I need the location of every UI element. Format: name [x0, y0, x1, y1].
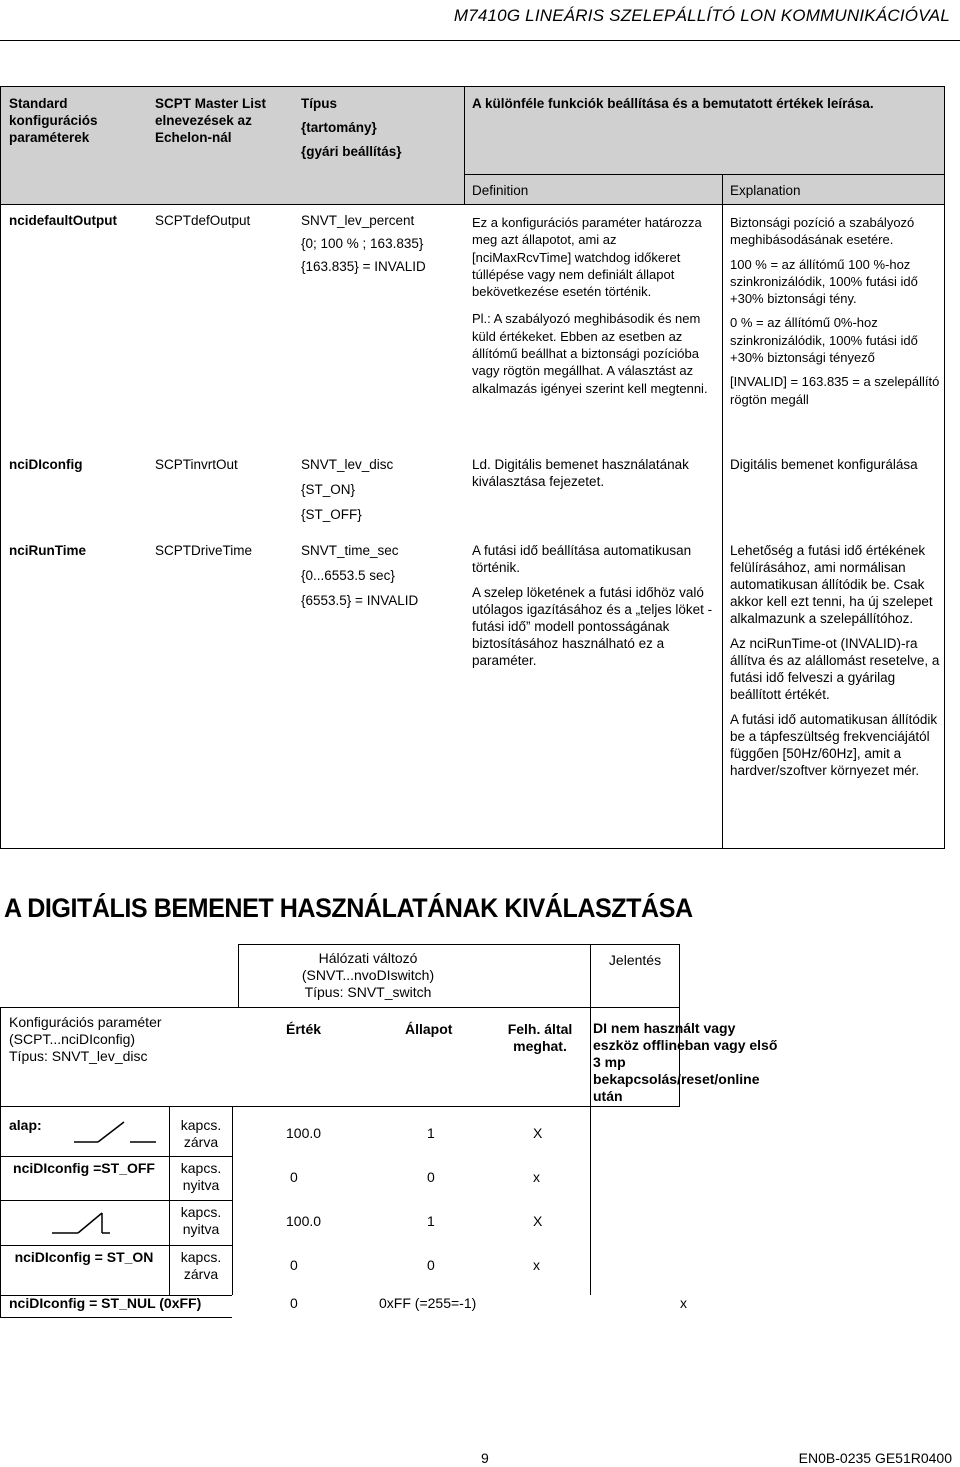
header-standard-params: Standard konfigurációs paraméterek [9, 96, 98, 145]
row3-definition [472, 542, 717, 675]
table-bottom-border [0, 848, 945, 849]
row1-type-line: {163.835} = INVALID [301, 259, 426, 274]
document-code: EN0B-0235 GE51R0400 [798, 1450, 952, 1466]
t2-line [590, 1007, 591, 1295]
row2-param: nciDIconfig [9, 457, 83, 472]
state-cell: 1 [427, 1213, 435, 1229]
t2-line [0, 1156, 232, 1157]
state-cell: 0 [427, 1169, 435, 1185]
st-nul-label [9, 1295, 201, 1312]
switch-state-line: nyitva [182, 1221, 220, 1237]
subheader-line [464, 174, 945, 175]
row1-explanation [730, 214, 942, 414]
state-cell: 0 [427, 1257, 435, 1273]
row1-definition-para: Pl.: A szabályozó meghibásodik és nem küld értékeket. Ebben az esetben az állítómű beállhat a biztonsági pozícióba vagy rögtön megállhat. A választást az alkalmazás igényei szerint kell megtenni. [472, 311, 708, 396]
row3-type-line: {0...6553.5 sec} [301, 568, 395, 583]
di-not-used-header: DI nem használt vagy eszköz offlineban vagy első 3 mp bekapcsolás/reset/online után [593, 1020, 778, 1104]
user-defined-line: meghat. [513, 1038, 567, 1054]
switch-closed-symbol [74, 1118, 156, 1146]
row1-scpt: SCPTdefOutput [155, 213, 251, 228]
t2-line [0, 1007, 1, 1317]
def-expl-divider [722, 174, 723, 848]
switch-state-cell [170, 1204, 232, 1238]
switch-state-line: kapcs. [180, 1160, 222, 1176]
st-nul-value: 0 [290, 1295, 298, 1311]
row3-type-line: {6553.5} = INVALID [301, 593, 419, 608]
value-header: Érték [286, 1021, 322, 1037]
row3-explanation-para: Lehetőség a futási idő értékének felülírásához, ami normálisan automatikusan állítódik be. Csak akkor kell ezt tenni, ha új szelepet alkalmazunk a szelepállítóhoz. [730, 543, 933, 626]
network-variable-line: Típus: SNVT_switch [304, 984, 432, 1000]
user-cell: X [533, 1213, 543, 1229]
switch-state-line: kapcs. [180, 1249, 222, 1265]
row1-explanation-para: [INVALID] = 163.835 = a szelepállító rögtön megáll [730, 374, 940, 407]
row2-definition: Ld. Digitális bemenet használatának kiválasztása fejezetet. [472, 457, 689, 489]
header-type [301, 95, 461, 160]
row1-type-line: {0; 100 % ; 163.835} [301, 236, 424, 251]
user-defined-header [500, 1021, 580, 1055]
switch-state-line: nyitva [182, 1177, 220, 1193]
user-cell: x [533, 1169, 540, 1185]
user-defined-line: Felh. által [507, 1021, 573, 1037]
st-nul-state: 0xFF (=255=-1) [379, 1295, 477, 1311]
t2-line [238, 944, 680, 945]
row-alap-label: alap: [9, 1117, 42, 1133]
network-variable-line: Hálózati változó [318, 950, 418, 966]
header-scpt-master: SCPT Master List elnevezések az Echelon-nál [155, 96, 267, 145]
t2-line [0, 1200, 232, 1201]
state-header: Állapot [405, 1021, 453, 1037]
row1-type-line: SNVT_lev_percent [301, 213, 415, 228]
switch-open-symbol [52, 1207, 136, 1237]
st-nul-label-text: nciDIconfig = ST_NUL (0xFF) [9, 1295, 202, 1311]
value-cell: 0 [290, 1169, 298, 1185]
row-stoff-label: nciDIconfig =ST_OFF [13, 1160, 155, 1176]
meaning-header: Jelentés [608, 952, 662, 968]
header-rule [0, 40, 960, 41]
network-variable-header [238, 950, 498, 1001]
row2-type-line: {ST_ON} [301, 482, 356, 497]
row1-explanation-para: 100 % = az állítómű 100 %-hoz szinkronizálódik, 100% futási idő +30% biztonsági tény. [730, 256, 918, 307]
row-ston-label: nciDIconfig = ST_ON [14, 1249, 154, 1265]
t2-line [232, 1106, 233, 1295]
config-param-line: Konfigurációs paraméter [9, 1014, 162, 1030]
table-left-border [0, 86, 1, 848]
row3-param: nciRunTime [9, 543, 87, 558]
row2-type-line: SNVT_lev_disc [301, 457, 394, 472]
row1-explanation-para: 0 % = az állítómű 0%-hoz szinkronizálódik, 100% futási idő +30% biztonsági tényező [730, 315, 918, 366]
st-nul-di: x [680, 1295, 687, 1311]
row3-explanation-para: A futási idő automatikusan állítódik be a tápfeszültség frekvenciájától függően [50Hz/60Hz], amit a hardver/szoftver környezet mér. [730, 712, 938, 778]
header-col-divider [464, 86, 465, 204]
row3-definition-para: A futási idő beállítása automatikusan történik. [472, 543, 692, 575]
header-explanation: Explanation [730, 183, 801, 198]
switch-state-line: kapcs. [180, 1117, 222, 1133]
switch-state-line: kapcs. [180, 1204, 222, 1220]
row3-scpt: SCPTDriveTime [155, 543, 253, 558]
switch-state-cell [170, 1117, 232, 1151]
row2-type [301, 456, 461, 529]
value-cell: 100.0 [286, 1213, 322, 1229]
row1-definition [472, 214, 717, 403]
section-title: A DIGITÁLIS BEMENET HASZNÁLATÁNAK KIVÁLASZTÁSA [4, 893, 693, 923]
table-top-border [0, 86, 945, 87]
row1-explanation-para: Biztonsági pozíció a szabályozó meghibásodásának esetére. [730, 215, 915, 248]
value-cell: 0 [290, 1257, 298, 1273]
row1-param: ncidefaultOutput [9, 213, 117, 228]
row2-scpt: SCPTinvrtOut [155, 457, 238, 472]
switch-state-line: zárva [183, 1134, 219, 1150]
header-description: A különféle funkciók beállítása és a bemutatott értékek leírása. [472, 96, 874, 111]
row3-type-line: SNVT_time_sec [301, 543, 399, 558]
row1-type [301, 212, 461, 281]
row3-explanation [730, 542, 942, 785]
t2-line [0, 1106, 680, 1107]
switch-state-cell [170, 1249, 232, 1283]
document-header-title: M7410G LINEÁRIS SZELEPÁLLÍTÓ LON KOMMUNIKÁCIÓVAL [453, 6, 950, 25]
config-param-line: (SCPT...nciDIconfig) [9, 1031, 136, 1047]
row1-definition-para: Ez a konfigurációs paraméter határozza meg azt állapotot, ami az [nciMaxRcvTime] watchdog időkeret túllépése vagy nem definiált állapot bekövetkezése esetén történik. [472, 215, 702, 300]
page-number: 9 [481, 1450, 489, 1466]
t2-line [0, 1317, 232, 1318]
switch-state-cell [170, 1160, 232, 1194]
header-type-line2: {tartomány} [301, 120, 377, 135]
row2-explanation: Digitális bemenet konfigurálása [730, 457, 918, 472]
header-definition: Definition [472, 183, 529, 198]
switch-state-line: zárva [183, 1266, 219, 1282]
t2-line [0, 1245, 232, 1246]
table-header-bottom [0, 204, 945, 205]
user-cell: X [533, 1125, 543, 1141]
table-right-border [944, 86, 945, 848]
header-type-line3: {gyári beállítás} [301, 144, 402, 159]
t2-line [0, 1007, 680, 1008]
row3-definition-para: A szelep löketének a futási időhöz való utólagos igazításához és a „teljes löket - futási idő” modell pontosságának biztosításához használható ez a paraméter. [472, 585, 713, 668]
row3-explanation-para: Az nciRunTime-ot (INVALID)-ra állítva és az alállomást resetelve, a futási idő felveszi a gyárilag beállított értékét. [730, 636, 940, 702]
config-param-header [9, 1014, 219, 1065]
header-type-line1: Típus [301, 96, 337, 111]
row2-type-line: {ST_OFF} [301, 507, 362, 522]
row3-type [301, 542, 461, 615]
config-param-line: Típus: SNVT_lev_disc [9, 1048, 148, 1064]
value-cell: 100.0 [286, 1125, 322, 1141]
network-variable-line: (SNVT...nvoDIswitch) [301, 967, 435, 983]
state-cell: 1 [427, 1125, 435, 1141]
user-cell: x [533, 1257, 540, 1273]
